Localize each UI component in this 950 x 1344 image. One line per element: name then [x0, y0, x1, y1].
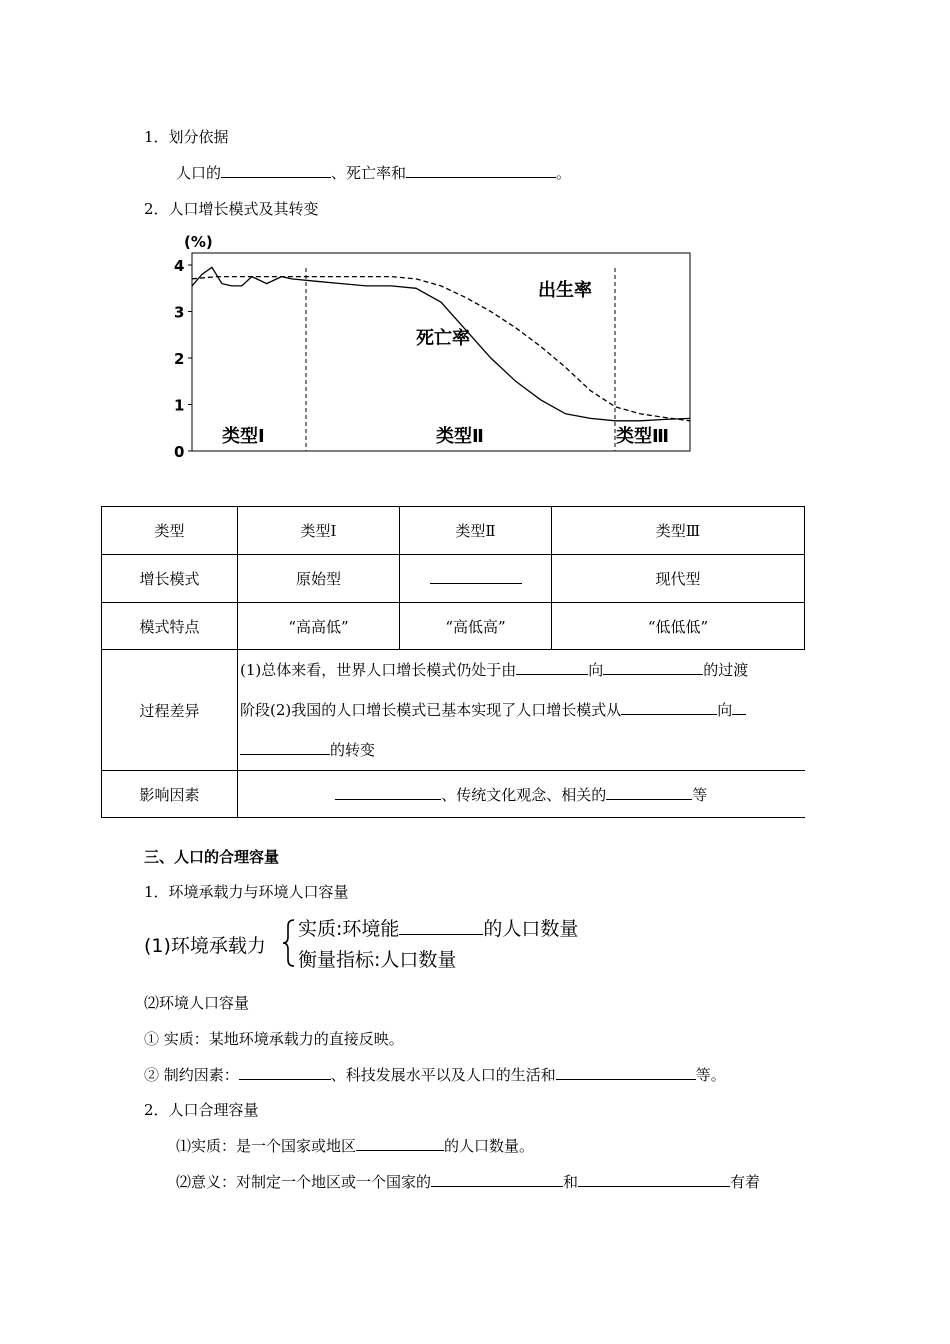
factor-text: 等 [692, 785, 708, 804]
y-tick-label: 3 [174, 303, 185, 322]
table-row-mode [102, 555, 805, 603]
brace-label: (1)环境承载力 [144, 935, 266, 957]
sub-heading-carrying-capacity: 1．环境承载力与环境人口容量 [144, 883, 349, 901]
process-text: 的过渡 [703, 661, 749, 679]
y-tick-label: 2 [174, 350, 185, 368]
growth-model-table [101, 506, 805, 818]
text-end: 。 [556, 164, 572, 182]
process-text: 的转变 [330, 741, 376, 759]
y-tick-label: 0 [174, 443, 185, 460]
sub2-essence-line [176, 1136, 534, 1156]
process-line-3 [240, 730, 803, 770]
essence-line: ① 实质：某地环境承载力的直接反映。 [144, 1030, 404, 1048]
process-text-cell [238, 650, 805, 771]
table-cell: “高低高” [400, 603, 552, 650]
sub-heading-reasonable-capacity: 2．人口合理容量 [144, 1101, 259, 1119]
process-text: 阶段(2)我国的人口增长模式已基本实现了人口增长模式从 [240, 701, 622, 719]
blank-population-policy[interactable] [578, 1172, 730, 1187]
sub2-text: 的人口数量。 [444, 1137, 535, 1155]
table-row-feature [102, 603, 805, 650]
sub2-text: 有着 [730, 1173, 761, 1191]
process-text: 向 [717, 701, 733, 719]
blank-factor-1[interactable] [335, 785, 441, 800]
division-basis-line [176, 163, 571, 183]
blank-population-strategy[interactable] [431, 1172, 563, 1187]
y-ticks [174, 257, 192, 460]
blank-consumption[interactable] [556, 1065, 696, 1080]
heading-division-basis: 1．划分依据 [144, 128, 229, 146]
sub2-text: 和 [563, 1173, 579, 1191]
table-cell-blank[interactable] [400, 555, 552, 603]
region-label-type2: 类型Ⅱ [436, 426, 484, 447]
table-cell: 增长模式 [102, 555, 238, 603]
factors-text: 等。 [695, 1066, 726, 1084]
table-cell: 类型Ⅱ [400, 507, 552, 555]
label-death-rate: 死亡率 [416, 328, 470, 349]
blank-traditional-type[interactable] [430, 569, 522, 584]
region-label-type1: 类型Ⅰ [222, 426, 265, 447]
sub-heading-environment-capacity: ⑵环境人口容量 [144, 994, 250, 1012]
table-cell: 影响因素 [102, 771, 238, 818]
text-prefix: 人口的 [176, 164, 222, 182]
y-tick-label: 4 [174, 257, 185, 275]
blank-birth-rate[interactable] [221, 163, 331, 178]
process-text: (1)总体来看，世界人口增长模式仍处于由 [240, 661, 517, 679]
table-row-process [102, 650, 805, 771]
blank-resources[interactable] [239, 1065, 331, 1080]
brace-text: 的人口数量 [483, 918, 579, 940]
table-cell: 模式特点 [102, 603, 238, 650]
brace-line-1 [298, 914, 578, 941]
sub2-text: ⑵意义：对制定一个地区或一个国家的 [176, 1173, 432, 1191]
curly-brace-icon [282, 918, 296, 968]
table-row-factor [102, 771, 805, 818]
factors-text: ② 制约因素： [144, 1066, 239, 1084]
sub2-text: ⑴实质：是一个国家或地区 [176, 1137, 357, 1155]
factors-text: 、科技发展水平以及人口的生活和 [330, 1066, 556, 1084]
table-cell: 过程差异 [102, 650, 238, 771]
blank-factor-2[interactable] [606, 785, 692, 800]
blank-china-from[interactable] [621, 700, 717, 715]
table-cell: “低低低” [552, 603, 805, 650]
blank-natural-growth[interactable] [406, 163, 556, 178]
process-text: 向 [588, 661, 604, 679]
table-cell: “高高低” [238, 603, 400, 650]
population-growth-chart [160, 228, 700, 460]
heading-reasonable-capacity: 三、人口的合理容量 [144, 848, 280, 866]
factors-line [144, 1065, 726, 1085]
region-label-type3: 类型Ⅲ [616, 426, 670, 447]
table-cell: 原始型 [238, 555, 400, 603]
table-row-header [102, 507, 805, 555]
heading-growth-model: 2．人口增长模式及其转变 [144, 200, 319, 218]
blank-process-to[interactable] [603, 660, 703, 675]
brace-line-2: 衡量指标:人口数量 [298, 949, 457, 971]
blank-china-to-start[interactable] [732, 700, 746, 715]
text-mid: 、死亡率和 [331, 164, 407, 182]
factor-text: 、传统文化观念、相关的 [441, 785, 607, 804]
process-line-1 [240, 650, 803, 690]
blank-carrying-capacity[interactable] [399, 916, 483, 935]
table-cell: 现代型 [552, 555, 805, 603]
blank-process-from[interactable] [516, 660, 588, 675]
y-tick-label: 1 [174, 396, 185, 415]
blank-appropriate[interactable] [356, 1136, 444, 1151]
table-cell: 类型 [102, 507, 238, 555]
blank-china-to[interactable] [240, 740, 330, 755]
table-cell: 类型Ⅰ [238, 507, 400, 555]
process-line-2 [240, 690, 803, 730]
table-cell: 类型Ⅲ [552, 507, 805, 555]
brace-text: 实质:环境能 [298, 918, 400, 940]
y-axis-label: (%) [184, 233, 213, 251]
label-birth-rate: 出生率 [538, 280, 592, 301]
sub2-meaning-line [176, 1172, 760, 1192]
factor-cell [238, 771, 805, 818]
